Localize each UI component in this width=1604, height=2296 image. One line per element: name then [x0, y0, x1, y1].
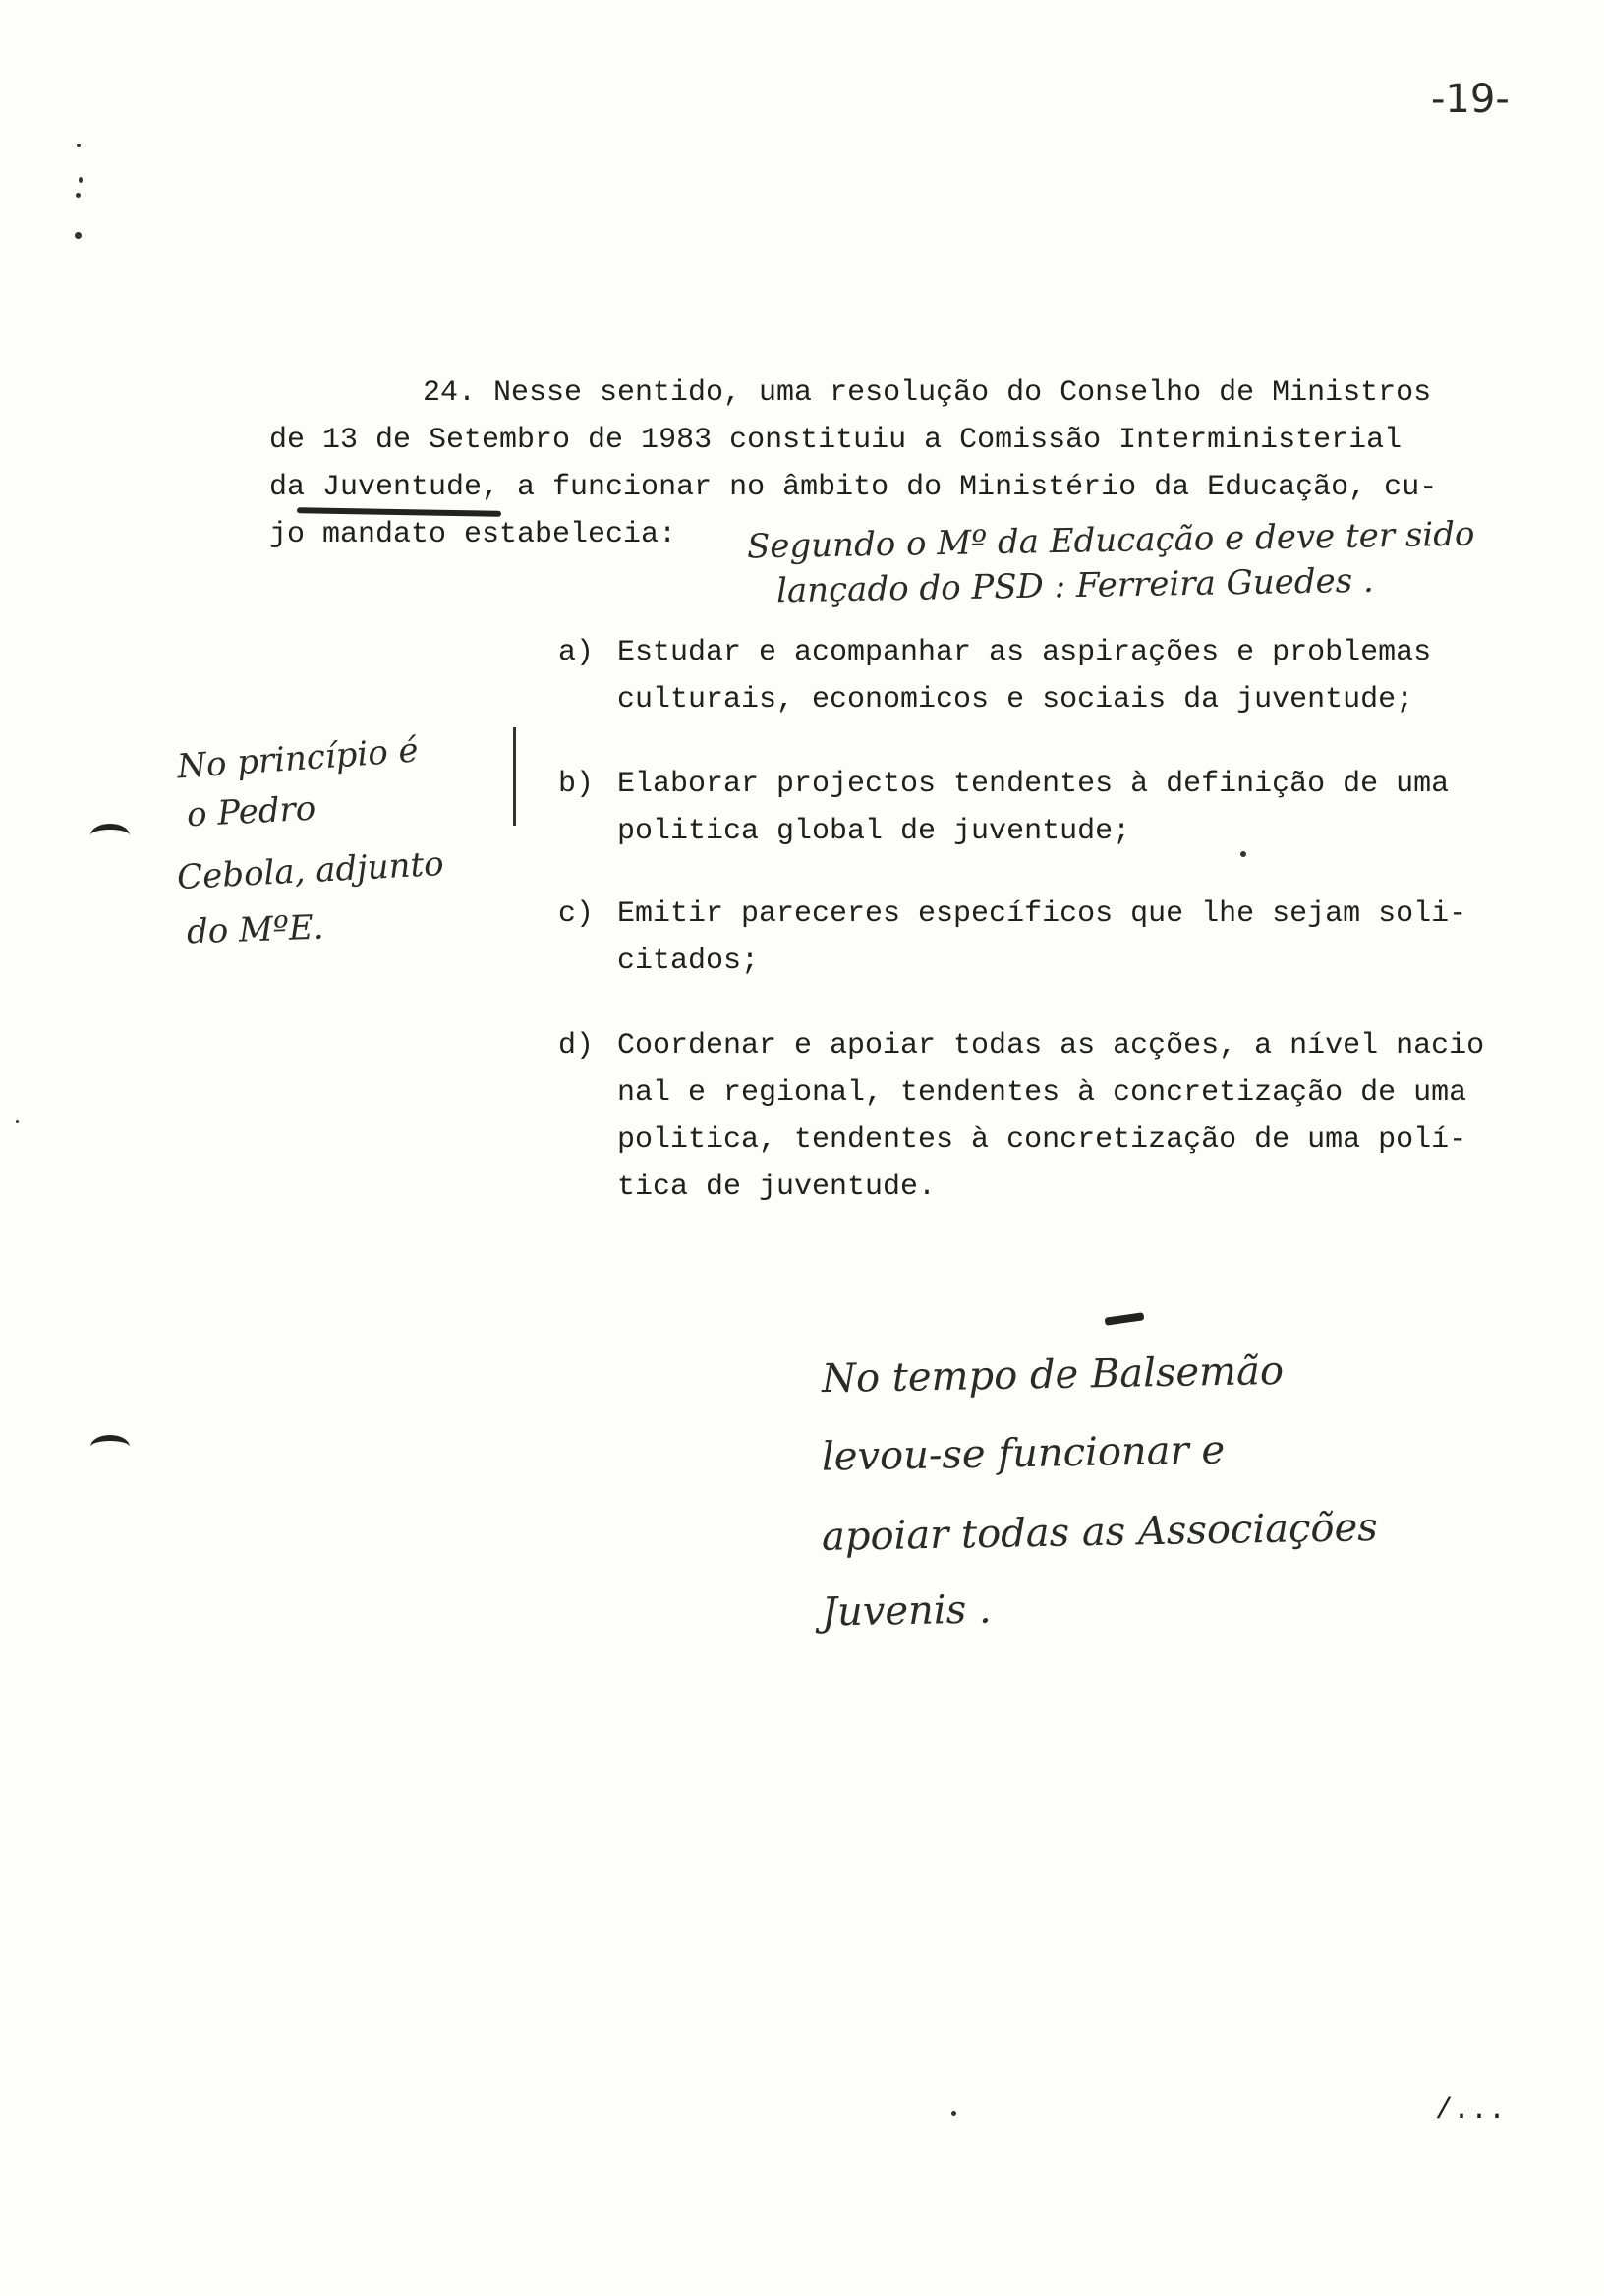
handwritten-scribble [1105, 1312, 1145, 1325]
item-b-marker: b) [558, 768, 595, 801]
item-a-marker: a) [558, 636, 595, 669]
scan-speck [16, 1120, 19, 1123]
paragraph-line-2: de 13 de Setembro de 1983 constituiu a Comissão Interministerial [269, 424, 1403, 457]
item-c-line-2: citados; [617, 945, 760, 978]
continuation-marker: /... [1435, 2095, 1507, 2128]
item-d-line-3: politica, tendentes à concretização de uma polí- [617, 1123, 1467, 1157]
scan-speck [79, 177, 83, 183]
handwritten-bottom-line-2: levou-se funcionar e [821, 1427, 1226, 1480]
item-b-line-2: politica global de juventude; [617, 815, 1131, 848]
paragraph-line-3: da Juventude, a funcionar no âmbito do Ministério da Educação, cu- [269, 471, 1438, 504]
paragraph-line-4: jo mandato estabelecia: [269, 518, 677, 551]
page-number: -19- [1431, 77, 1510, 122]
item-d-line-4: tica de juventude. [617, 1171, 937, 1204]
item-b-line-1: Elaborar projectos tendentes à definição de uma [617, 768, 1450, 801]
handwritten-margin-line-3: Cebola, adjunto [176, 843, 445, 898]
margin-bracket-line [513, 727, 516, 826]
scan-speck [77, 144, 81, 147]
item-d-marker: d) [558, 1029, 595, 1062]
item-c-marker: c) [558, 897, 595, 931]
item-a-line-2: culturais, economicos e sociais da juventude; [617, 683, 1414, 717]
handwritten-margin-line-2: o Pedro [186, 788, 317, 835]
handwritten-note-top-line-1: Segundo o Mº da Educação e deve ter sido [746, 514, 1475, 567]
punch-mark [90, 1435, 130, 1459]
scan-speck [1240, 851, 1246, 857]
paragraph-line-1: 24. Nesse sentido, uma resolução do Conselho de Ministros [423, 376, 1432, 410]
punch-mark [90, 824, 130, 847]
handwritten-bottom-line-4: Juvenis . [821, 1586, 992, 1636]
handwritten-bottom-line-1: No tempo de Balsemão [821, 1348, 1285, 1403]
scan-speck [76, 193, 81, 198]
handwritten-bottom-line-3: apoiar todas as Associações [821, 1505, 1379, 1560]
handwritten-margin-line-4: do MºE. [186, 907, 325, 952]
item-c-line-1: Emitir pareceres específicos que lhe sejam soli- [617, 897, 1467, 931]
scan-speck [75, 232, 82, 239]
item-d-line-2: nal e regional, tendentes à concretização de uma [617, 1076, 1467, 1110]
handwritten-note-top-line-2: lançado do PSD : Ferreira Guedes . [775, 560, 1375, 611]
handwritten-margin-line-1: No princípio é [175, 730, 420, 787]
item-d-line-1: Coordenar e apoiar todas as acções, a nível nacio [617, 1029, 1485, 1062]
item-a-line-1: Estudar e acompanhar as aspirações e problemas [617, 636, 1432, 669]
scan-speck [951, 2111, 956, 2116]
